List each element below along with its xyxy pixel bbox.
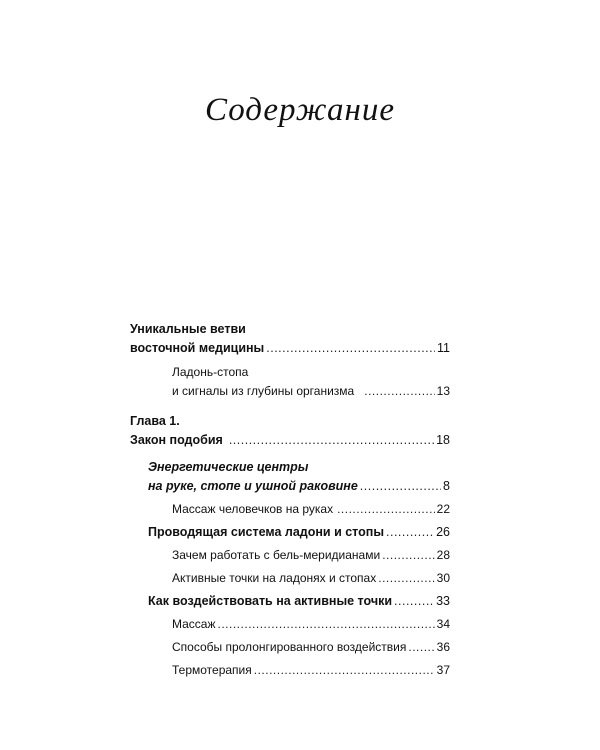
leader-dots bbox=[360, 479, 441, 494]
toc-entry[interactable] bbox=[172, 382, 450, 399]
toc-entry-line1: Уникальные ветви bbox=[130, 322, 246, 336]
toc-entry-title: Массаж bbox=[172, 617, 216, 631]
toc-page-number: 34 bbox=[436, 617, 450, 631]
toc-page-number: 36 bbox=[436, 640, 450, 654]
toc-page-number: 37 bbox=[436, 663, 450, 677]
toc-entry-title: и сигналы из глубины организма bbox=[172, 384, 355, 398]
leader-dots bbox=[408, 640, 434, 655]
table-of-contents bbox=[0, 320, 600, 740]
toc-page-number: 13 bbox=[436, 384, 450, 398]
toc-entry[interactable] bbox=[148, 523, 450, 540]
toc-page-number: 30 bbox=[436, 571, 450, 585]
toc-entry[interactable] bbox=[148, 592, 450, 609]
leader-dots bbox=[394, 594, 434, 609]
toc-page-number: 8 bbox=[443, 479, 450, 493]
leader-dots bbox=[254, 663, 435, 678]
leader-dots bbox=[378, 571, 434, 586]
toc-entry[interactable] bbox=[172, 500, 450, 517]
toc-entry-title: Как воздействовать на активные точки bbox=[148, 594, 393, 608]
toc-entry-line1: Энергетические центры bbox=[148, 460, 309, 474]
toc-page-number: 18 bbox=[436, 433, 450, 447]
toc-entry-title: восточной медицины bbox=[130, 341, 265, 355]
toc-entry[interactable] bbox=[148, 477, 450, 494]
toc-entry[interactable] bbox=[172, 661, 450, 678]
toc-page-number: 22 bbox=[436, 502, 450, 516]
toc-entry-title: Массаж человечков на руках bbox=[172, 502, 334, 516]
toc-entry[interactable] bbox=[130, 431, 450, 448]
toc-entry-line1: Ладонь-стопа bbox=[172, 365, 249, 379]
toc-page-number: 33 bbox=[436, 594, 450, 608]
toc-page-number: 28 bbox=[436, 548, 450, 562]
toc-entry-title: Термотерапия bbox=[172, 663, 252, 677]
leader-dots bbox=[266, 341, 435, 356]
toc-page-number: 11 bbox=[437, 341, 450, 355]
toc-page-number: 26 bbox=[436, 525, 450, 539]
leader-dots bbox=[364, 384, 434, 399]
leader-dots bbox=[382, 548, 434, 563]
toc-entry-title: Проводящая система ладони и стопы bbox=[148, 525, 384, 539]
toc-entry-title: на руке, стопе и ушной раковине bbox=[148, 479, 358, 493]
toc-entry-line1: Глава 1. bbox=[130, 414, 180, 428]
toc-entry[interactable] bbox=[172, 638, 450, 655]
leader-dots bbox=[337, 502, 435, 517]
toc-entry[interactable] bbox=[130, 339, 450, 356]
toc-entry[interactable] bbox=[172, 615, 450, 632]
leader-dots bbox=[218, 617, 435, 632]
toc-entry[interactable] bbox=[172, 546, 450, 563]
leader-dots bbox=[229, 433, 434, 448]
toc-entry[interactable] bbox=[172, 569, 450, 586]
toc-entry-title: Зачем работать с бель-меридианами bbox=[172, 548, 381, 562]
toc-entry-title: Способы пролонгированного воздействия bbox=[172, 640, 407, 654]
page-title: Содержание bbox=[204, 92, 395, 128]
toc-entry-title: Закон подобия bbox=[130, 433, 223, 447]
toc-entry-title: Активные точки на ладонях и стопах bbox=[172, 571, 377, 585]
leader-dots bbox=[386, 525, 434, 540]
